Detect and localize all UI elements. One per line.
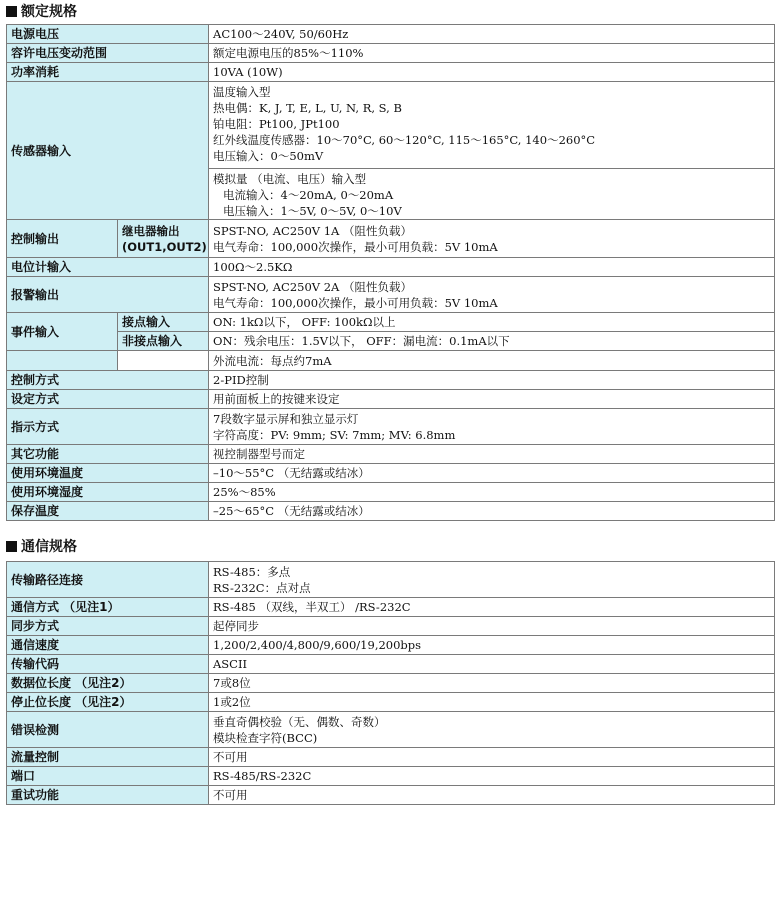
row-label-blank [7, 351, 118, 371]
text-line: 7段数字显示屏和独立显示灯 [213, 411, 359, 426]
table-row [7, 409, 775, 445]
table-row [7, 258, 775, 277]
text-line: 电气寿命：100,000次操作，最小可用负载：5V 10mA [213, 295, 498, 310]
table-row [7, 562, 775, 598]
row-value: 100Ω～2.5KΩ [209, 258, 775, 277]
row-label: 容许电压变动范围 [7, 44, 209, 63]
table-row [7, 82, 775, 220]
row-value: –10～55°C （无结露或结冰） [209, 464, 775, 483]
table-row [7, 332, 775, 351]
table-row [7, 313, 775, 332]
text-line: 垂直奇偶校验（无、偶数、奇数） [213, 714, 386, 729]
table-row [7, 712, 775, 748]
square-bullet-icon [6, 541, 17, 552]
table-row [7, 445, 775, 464]
row-label: 流量控制 [7, 748, 209, 767]
text-line: 电气寿命：100,000次操作，最小可用负载：5V 10mA [213, 239, 498, 254]
row-value: 2-PID控制 [209, 371, 775, 390]
row-value: AC100～240V, 50/60Hz [209, 25, 775, 44]
row-value [209, 562, 775, 598]
row-label: 使用环境温度 [7, 464, 209, 483]
table-row [7, 502, 775, 521]
row-label: 传输代码 [7, 655, 209, 674]
row-label: 电源电压 [7, 25, 209, 44]
row-label: 同步方式 [7, 617, 209, 636]
row-value [209, 277, 775, 313]
row-value: 1,200/2,400/4,800/9,600/19,200bps [209, 636, 775, 655]
row-label: 报警输出 [7, 277, 209, 313]
row-value: RS-485/RS-232C [209, 767, 775, 786]
table-row [7, 617, 775, 636]
row-label: 数据位长度 （见注2） [7, 674, 209, 693]
row-label: 使用环境湿度 [7, 483, 209, 502]
row-value: 视控制器型号而定 [209, 445, 775, 464]
table-row [7, 598, 775, 617]
table-row [7, 44, 775, 63]
table-row [7, 483, 775, 502]
row-value: ON：残余电压：1.5V以下， OFF：漏电流：0.1mA以下 [209, 332, 775, 351]
row-value [209, 409, 775, 445]
row-value: 25%～85% [209, 483, 775, 502]
text-line: 电流输入：4～20mA, 0～20mA [223, 188, 394, 202]
table-row [7, 786, 775, 805]
table-row [7, 277, 775, 313]
table-row [7, 655, 775, 674]
text-line: 模拟量 （电流、电压）输入型 [213, 172, 367, 186]
row-value: 不可用 [209, 748, 775, 767]
row-value: 用前面板上的按键来设定 [209, 390, 775, 409]
text-line: 热电偶：K, J, T, E, L, U, N, R, S, B [213, 101, 402, 115]
rated-spec-title: 额定规格 [6, 2, 77, 22]
table-row [7, 25, 775, 44]
text-line: 电压输入：0～50mV [213, 149, 324, 163]
text-line: 温度输入型 [213, 85, 271, 99]
text-line: SPST-NO, AC250V 1A （阻性负载） [213, 223, 413, 238]
table-row [7, 636, 775, 655]
row-value: ON: 1kΩ以下， OFF: 100kΩ以上 [209, 313, 775, 332]
table-row [7, 674, 775, 693]
text-line: 字符高度：PV: 9mm; SV: 7mm; MV: 6.8mm [213, 427, 456, 442]
row-value: 起停同步 [209, 617, 775, 636]
row-label: 通信方式 （见注1） [7, 598, 209, 617]
row-label: 事件输入 [7, 313, 118, 351]
table-row [7, 220, 775, 258]
row-value: 7或8位 [209, 674, 775, 693]
row-value: 1或2位 [209, 693, 775, 712]
row-label: 指示方式 [7, 409, 209, 445]
row-value: –25～65°C （无结露或结冰） [209, 502, 775, 521]
text-line: RS-485：多点 [213, 564, 291, 579]
row-sublabel: 继电器输出 (OUT1,OUT2) [118, 220, 209, 258]
row-label: 错误检测 [7, 712, 209, 748]
text-line: RS-232C：点对点 [213, 580, 311, 595]
row-label: 传感器输入 [7, 82, 209, 220]
row-label: 重试功能 [7, 786, 209, 805]
text-line: 模块检查字符(BCC) [213, 730, 318, 745]
row-value [209, 712, 775, 748]
row-label: 停止位长度 （见注2） [7, 693, 209, 712]
row-value [209, 82, 775, 220]
row-sublabel: 接点输入 [118, 313, 209, 332]
row-label: 其它功能 [7, 445, 209, 464]
table-row [7, 693, 775, 712]
row-value: ASCII [209, 655, 775, 674]
row-label: 端口 [7, 767, 209, 786]
row-label: 保存温度 [7, 502, 209, 521]
row-label: 通信速度 [7, 636, 209, 655]
row-value: 外流电流：每点约7mA [209, 351, 775, 371]
comm-spec-table [6, 561, 775, 805]
table-row [7, 371, 775, 390]
text-line: 电压输入：1～5V, 0～5V, 0～10V [223, 204, 402, 218]
row-value: 不可用 [209, 786, 775, 805]
row-sublabel: 非接点输入 [118, 332, 209, 351]
row-value: RS-485 （双线，半双工） /RS-232C [209, 598, 775, 617]
row-label: 控制输出 [7, 220, 118, 258]
text-line: 铂电阻：Pt100, JPt100 [213, 117, 340, 131]
row-label: 电位计输入 [7, 258, 209, 277]
table-row [7, 464, 775, 483]
text-line: 红外线温度传感器：10～70°C, 60～120°C, 115～165°C, 140～260°C [213, 133, 596, 147]
row-label: 控制方式 [7, 371, 209, 390]
table-row [7, 390, 775, 409]
comm-spec-title: 通信规格 [6, 537, 77, 557]
row-label: 传输路径连接 [7, 562, 209, 598]
table-row [7, 767, 775, 786]
square-bullet-icon [6, 6, 17, 17]
row-label: 功率消耗 [7, 63, 209, 82]
text-line: SPST-NO, AC250V 2A （阻性负载） [213, 279, 413, 294]
rated-spec-table [6, 24, 775, 521]
row-value [209, 220, 775, 258]
row-value: 额定电源电压的85%～110% [209, 44, 775, 63]
row-label: 设定方式 [7, 390, 209, 409]
table-row [7, 748, 775, 767]
table-row [7, 63, 775, 82]
table-row [7, 351, 775, 371]
row-sublabel-blank [118, 351, 209, 371]
row-value: 10VA (10W) [209, 63, 775, 82]
